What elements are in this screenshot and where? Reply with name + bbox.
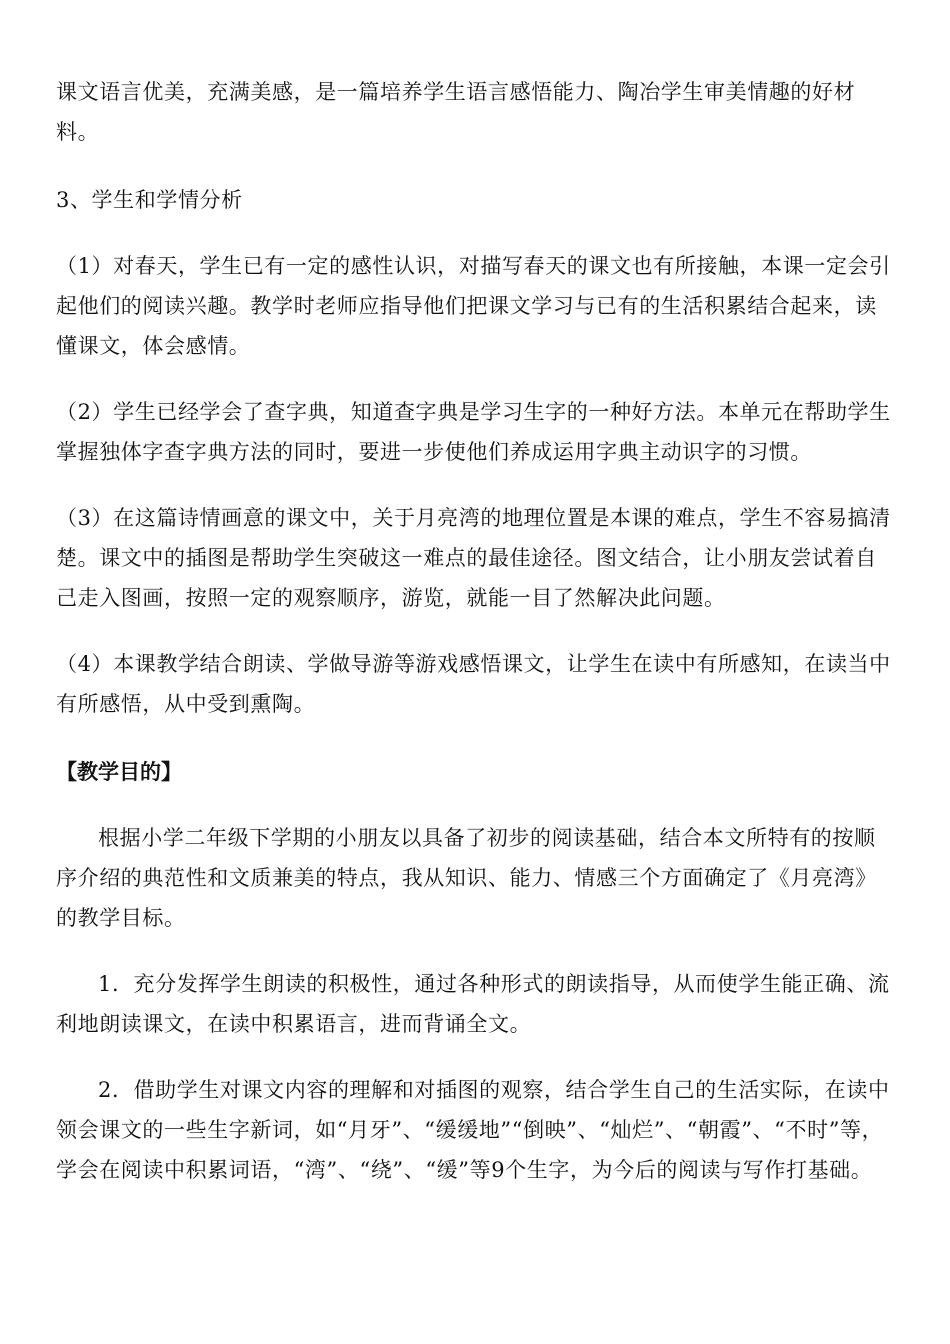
teaching-goal-2: 2．借助学生对课文内容的理解和对插图的观察，结合学生自己的生活实际，在读中领会课文的一些生字新词，如“月牙”、“缓缓地”“倒映”、“灿烂”、“朝霞”、“不时”等，学会在阅读中积累词语，“湾”、“绕”、“缓”等9个生字，为今后的阅读与写作打基础。: [56, 1078, 890, 1182]
analysis-item-1: （1）对春天，学生已有一定的感性认识，对描写春天的课文也有所接触，本课一定会引起他们的阅读兴趣。教学时老师应指导他们把课文学习与已有的生活积累结合起来，读懂课文，体会感情。: [56, 254, 891, 358]
teaching-goal-1: 1．充分发挥学生朗读的积极性，通过各种形式的朗读指导，从而使学生能正确、流利地朗读课文，在读中积累语言，进而背诵全文。: [56, 972, 890, 1036]
analysis-item-4: （4）本课教学结合朗读、学做导游等游戏感悟课文，让学生在读中有所感知，在读当中有所感悟，从中受到熏陶。: [56, 652, 891, 716]
teaching-goals-intro: 根据小学二年级下学期的小朋友以具备了初步的阅读基础，结合本文所特有的按顺序介绍的典范性和文质兼美的特点，我从知识、能力、情感三个方面确定了《月亮湾》的教学目标。: [56, 826, 877, 930]
section-heading-student-analysis: 3、学生和学情分析: [56, 188, 243, 212]
teaching-goals-heading: 【教学目的】: [56, 760, 182, 784]
paragraph-intro-continuation: 课文语言优美，充满美感，是一篇培养学生语言感悟能力、陶冶学生审美情趣的好材料。: [56, 80, 856, 144]
analysis-item-2: （2）学生已经学会了查字典，知道查字典是学习生字的一种好方法。本单元在帮助学生掌握独体字查字典方法的同时，要进一步使他们养成运用字典主动识字的习惯。: [56, 400, 891, 464]
analysis-item-3: （3）在这篇诗情画意的课文中，关于月亮湾的地理位置是本课的难点，学生不容易搞清楚。课文中的插图是帮助学生突破这一难点的最佳途径。图文结合，让小朋友尝试着自己走入图画，按照一定的观察顺序，游览，就能一目了然解决此问题。: [56, 506, 891, 610]
